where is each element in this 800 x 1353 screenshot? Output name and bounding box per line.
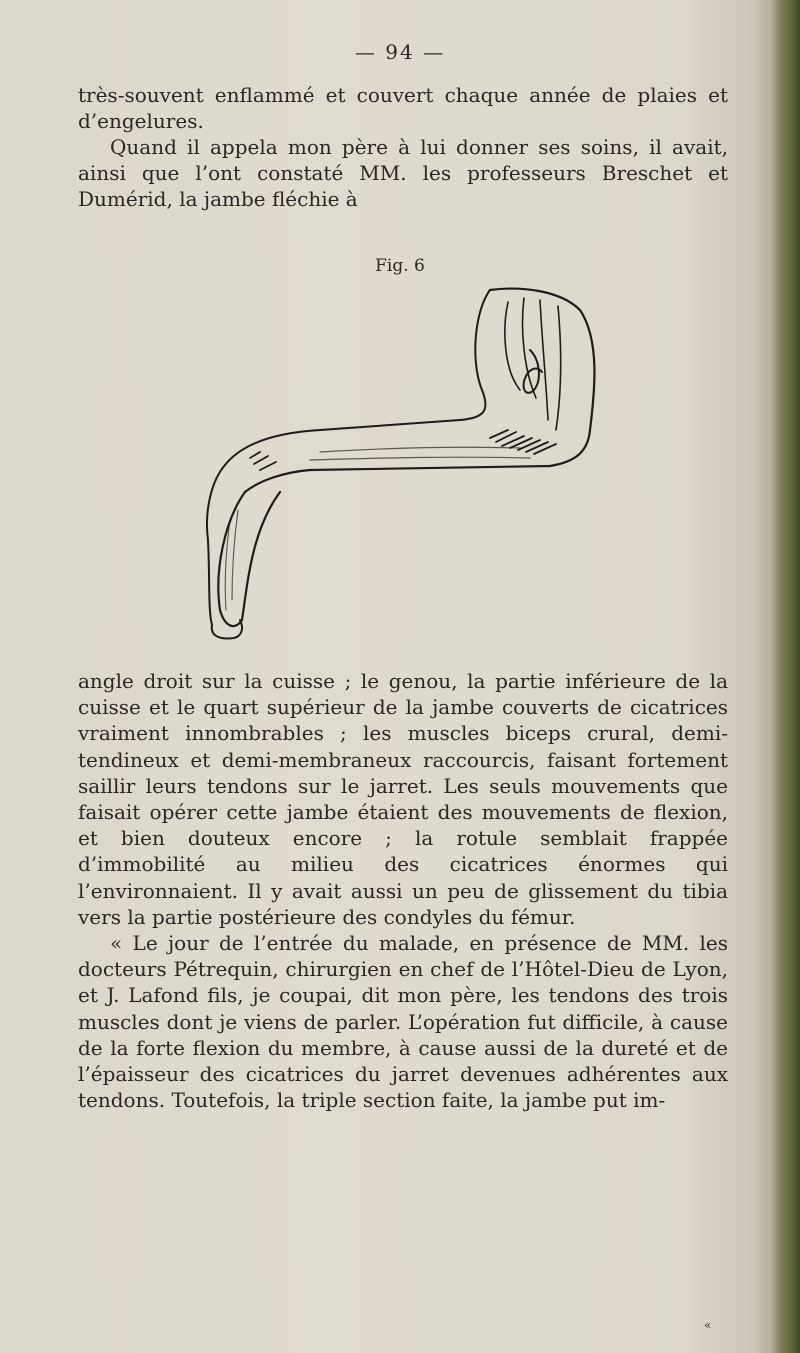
leg-bent-illustration: [190, 280, 610, 640]
paragraph-angle: angle droit sur la cuisse ; le genou, la partie inférieure de la cuisse et le quart supérieur de la jambe couverts de cicatrices vraiment innombrables ; les muscles biceps crural, demi-tendineux et demi-membraneux raccourcis, faisant fortement saillir leurs tendons sur le jarret. Les seuls mouvements que faisait opérer cette jambe étaient des mouvements de flexion, et bien douteux encore ; la rotule semblait frappée d’immobilité au milieu des cicatrices énormes qui l’environnaient. Il y avait aussi un peu de glissement du tibia vers la partie postérieure des condyles du fémur.: [78, 669, 728, 929]
page-edge-shadow: [754, 0, 800, 1353]
footer-mark: «: [704, 1318, 712, 1332]
tendon-knot: [524, 350, 542, 393]
page-number: — 94 —: [354, 40, 446, 64]
figure-caption: Fig. 6: [375, 256, 425, 276]
thigh-shading: [310, 447, 530, 460]
paragraph-le-jour: « Le jour de l’entrée du malade, en présence de MM. les docteurs Pétrequin, chirurgien en chef de l’Hôtel-Dieu de Lyon, et J. Lafond fils, je coupai, dit mon père, les tendons des trois muscles dont je viens de parler. L’opération fut difficile, à cause de la forte flexion du membre, à cause aussi de la dureté et de l’épaisseur des cicatrices du jarret devenues adhérentes aux tendons. Toutefois, la triple section faite, la jambe put im-: [78, 931, 728, 1113]
thigh-outline: [245, 289, 594, 492]
top-text-block: [78, 82, 728, 212]
shin-shading: [225, 510, 238, 610]
paragraph-quand: Quand il appela mon père à lui donner ses soins, il avait, ainsi que l’ont constaté MM. les professeurs Breschet et Dumérid, la jambe fléchie à: [78, 135, 728, 211]
shin-outline: [218, 492, 280, 626]
tendon-lines: [505, 298, 561, 430]
paragraph-continuation: très-souvent enflammé et couvert chaque année de plaies et d’engelures.: [78, 83, 728, 133]
scar-hatching: [490, 430, 556, 454]
bottom-text-block: [78, 668, 728, 1113]
scar-mark-left: [250, 452, 276, 470]
thigh-lower-edge: [225, 290, 490, 465]
